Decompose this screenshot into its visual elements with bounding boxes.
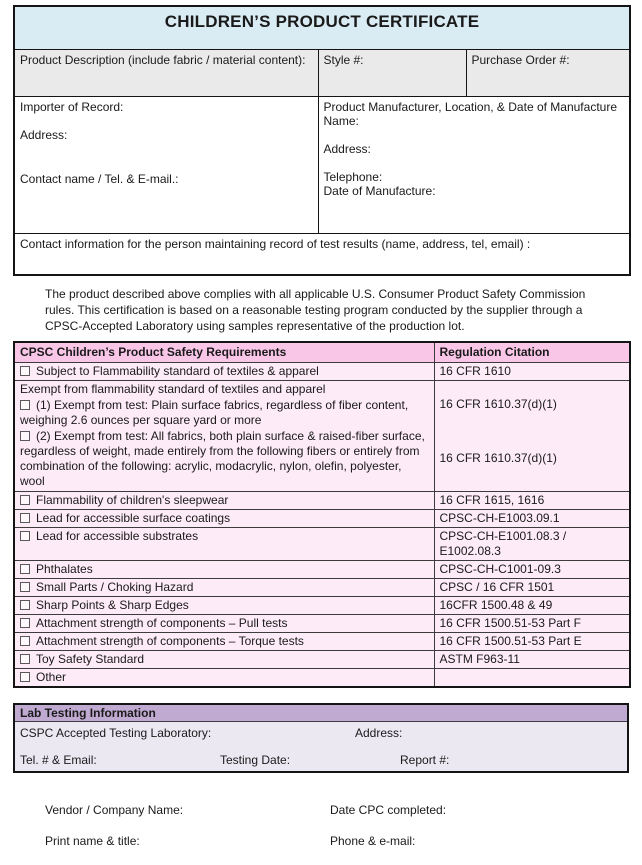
- citation-cell: 16 CFR 1615, 1616: [434, 492, 630, 510]
- table-row: [14, 633, 630, 651]
- exemption-intro: Exempt from flammability standard of textiles and apparel: [20, 382, 326, 396]
- importer-address-label: Address:: [20, 127, 68, 142]
- table-row: [14, 363, 630, 381]
- test-records-contact-label: Contact information for the person maintaining record of test results (name, address, tel, email) :: [20, 236, 531, 251]
- table-row: [14, 528, 630, 561]
- purchase-order-field[interactable]: [466, 49, 630, 96]
- lab-testing-table: [13, 703, 629, 773]
- style-number-field[interactable]: [318, 49, 466, 96]
- requirements-rows: [14, 492, 630, 688]
- certificate-page: [13, 5, 629, 865]
- purchase-order-label: Purchase Order #:: [471, 52, 570, 67]
- requirement-label: Attachment strength of components – Torque tests: [36, 634, 304, 648]
- importer-contact-label: Contact name / Tel. & E-mail.:: [20, 171, 179, 186]
- product-description-label: Product Description (include fabric / material content):: [20, 52, 306, 67]
- requirement-cell: [14, 510, 434, 528]
- requirements-table: [13, 341, 631, 688]
- exemption-citation-cell: [434, 381, 630, 492]
- exemption-item-2: (2) Exempt from test: All fabrics, both plain surface & raised-fiber surface, regardless of weight, made entirely from the following fibers or entirely from combination of the following: acrylic, modacrylic, nylon, olefin, polyester, wool: [20, 429, 425, 488]
- checkbox[interactable]: [20, 654, 30, 664]
- requirement-cell: [14, 633, 434, 651]
- manufacturer-name-label: Name:: [323, 113, 359, 128]
- citation-cell: 16CFR 1500.48 & 49: [434, 597, 630, 615]
- requirement-cell: [14, 363, 434, 381]
- checkbox[interactable]: [20, 431, 30, 441]
- citation-cell: ASTM F963-11: [434, 651, 630, 669]
- citation-cell: [434, 669, 630, 688]
- manufacturer-address-label: Address:: [323, 141, 371, 156]
- table-row-exemptions: [14, 381, 630, 492]
- checkbox[interactable]: [20, 618, 30, 628]
- citation-cell: CPSC-CH-E1001.08.3 / E1002.08.3: [434, 528, 630, 561]
- phone-email-label: Phone & e-mail:: [330, 834, 416, 848]
- requirement-label: Flammability of children's sleepwear: [36, 493, 229, 507]
- citation-column-header: Regulation Citation: [434, 342, 630, 363]
- manufacturer-heading: Product Manufacturer, Location, & Date of Manufacture: [323, 99, 617, 114]
- top-form-table: [13, 5, 631, 276]
- checkbox[interactable]: [20, 600, 30, 610]
- citation-cell: CPSC-CH-C1001-09.3: [434, 561, 630, 579]
- requirement-label: Other: [36, 670, 67, 684]
- requirement-label: Sharp Points & Sharp Edges: [36, 598, 189, 612]
- date-completed-label: Date CPC completed:: [330, 803, 447, 817]
- certificate-header: [14, 6, 630, 49]
- requirement-cell: [14, 651, 434, 669]
- citation-cell: CPSC-CH-E1003.09.1: [434, 510, 630, 528]
- requirement-cell: [14, 528, 434, 561]
- checkbox[interactable]: [20, 400, 30, 410]
- importer-field[interactable]: [14, 96, 318, 233]
- manufacturer-telephone-label: Telephone:: [323, 169, 383, 184]
- requirement-cell: [14, 492, 434, 510]
- compliance-statement: The product described above complies with all applicable U.S. Consumer Product Safety Commission rules. This certification is based on a reasonable testing program conducted by the supplier through a CPSC-Accepted Laboratory using samples representative of the production lot.: [45, 287, 586, 333]
- table-row: [14, 651, 630, 669]
- signoff-section: [13, 803, 629, 848]
- table-row: [14, 579, 630, 597]
- product-description-field[interactable]: [14, 49, 318, 96]
- citation-cell: CPSC / 16 CFR 1501: [434, 579, 630, 597]
- table-row: [14, 561, 630, 579]
- checkbox[interactable]: [20, 636, 30, 646]
- citation-cell: 16 CFR 1500.51-53 Part E: [434, 633, 630, 651]
- exemption-citation-2: 16 CFR 1610.37(d)(1): [439, 451, 557, 465]
- table-row: [14, 615, 630, 633]
- exemption-group-cell: [14, 381, 434, 492]
- manufacturer-date-label: Date of Manufacture:: [323, 183, 436, 198]
- requirement-cell: [14, 615, 434, 633]
- lab-laboratory-label: CSPC Accepted Testing Laboratory:: [20, 726, 212, 740]
- lab-section-heading: Lab Testing Information: [14, 704, 628, 722]
- lab-report-label: Report #:: [400, 753, 450, 767]
- lab-tel-email-label: Tel. # & Email:: [20, 753, 97, 767]
- checkbox[interactable]: [20, 366, 30, 376]
- requirement-cell: [14, 669, 434, 688]
- requirement-label: Attachment strength of components – Pull tests: [36, 616, 288, 630]
- requirement-label: Small Parts / Choking Hazard: [36, 580, 194, 594]
- lab-fields-area[interactable]: [14, 722, 628, 773]
- table-row: [14, 669, 630, 688]
- test-records-contact-field[interactable]: [14, 233, 630, 275]
- checkbox[interactable]: [20, 495, 30, 505]
- style-number-label: Style #:: [323, 52, 364, 67]
- manufacturer-field[interactable]: [318, 96, 630, 233]
- table-row: [14, 492, 630, 510]
- print-name-label: Print name & title:: [45, 834, 140, 848]
- lab-address-label: Address:: [355, 726, 403, 740]
- lab-testing-date-label: Testing Date:: [220, 753, 291, 767]
- checkbox[interactable]: [20, 564, 30, 574]
- requirement-label: Toy Safety Standard: [36, 652, 145, 666]
- requirement-label: Phthalates: [36, 562, 93, 576]
- citation-cell: 16 CFR 1500.51-53 Part F: [434, 615, 630, 633]
- table-row: [14, 510, 630, 528]
- requirement-label: Lead for accessible substrates: [36, 529, 199, 543]
- requirement-cell: [14, 561, 434, 579]
- requirement-cell: [14, 579, 434, 597]
- checkbox[interactable]: [20, 531, 30, 541]
- requirement-label: Lead for accessible surface coatings: [36, 511, 231, 525]
- table-row: [14, 597, 630, 615]
- exemption-citation-1: 16 CFR 1610.37(d)(1): [439, 397, 557, 411]
- checkbox[interactable]: [20, 513, 30, 523]
- importer-record-label: Importer of Record:: [20, 99, 124, 114]
- exemption-item-1: (1) Exempt from test: Plain surface fabrics, regardless of fiber content, weighing 2.6 ounces per square yard or more: [20, 398, 409, 427]
- page-title: CHILDREN’S PRODUCT CERTIFICATE: [164, 12, 480, 31]
- checkbox[interactable]: [20, 582, 30, 592]
- citation-cell: 16 CFR 1610: [434, 363, 630, 381]
- requirement-label: Subject to Flammability standard of textiles & apparel: [36, 364, 319, 378]
- vendor-name-label: Vendor / Company Name:: [45, 803, 184, 817]
- checkbox[interactable]: [20, 672, 30, 682]
- requirement-cell: [14, 597, 434, 615]
- requirements-column-header: CPSC Children’s Product Safety Requirements: [14, 342, 434, 363]
